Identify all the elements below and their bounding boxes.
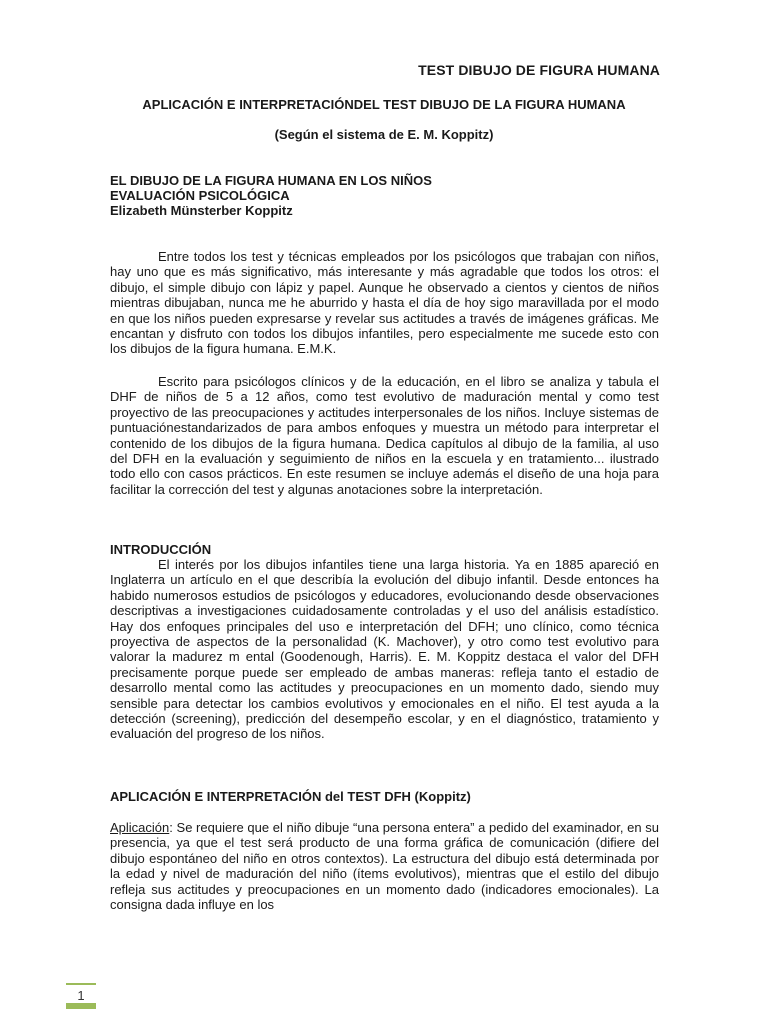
page-title: TEST DIBUJO DE FIGURA HUMANA xyxy=(418,62,660,78)
application-label: Aplicación xyxy=(110,820,170,835)
paragraph-introduction: El interés por los dibujos infantiles tiene una larga historia. Ya en 1885 apareció en Inglaterra un artículo en el que describía la evolución del dibujo infantil. Desde entonces ha habido numerosos estudios de psicólogos y educadores, evolucionando desde observaciones descriptivas a investigaciones cuidadosamente controladas y el uso del análisis estadístico. Hay dos enfoques principales del uso e interpretación del DFH; uno clínico, como técnica proyectiva de aspectos de la personalidad (K. Machover), y otro como test evolutivo para valorar la madurez m ental (Goodenough, Harris). E. M. Koppitz destaca el valor del DFH precisamente porque puede ser empleado de ambas maneras: refleja tanto el estadio de desarrollo mental como las actitudes y preocupaciones en un momento dado, siendo muy sensible para detectar los cambios evolutivos y emocionales en el niño. El test ayuda a la detección (screening), predicción del desempeño escolar, y en el diagnóstico, tratamiento y evaluación del progreso de los niños. xyxy=(110,557,659,742)
book-author: Elizabeth Münsterber Koppitz xyxy=(110,203,293,218)
book-title-line2: EVALUACIÓN PSICOLÓGICA xyxy=(110,188,290,203)
document-subtitle-koppitz: (Según el sistema de E. M. Koppitz) xyxy=(274,127,494,142)
application-text: : Se requiere que el niño dibuje “una persona entera” a pedido del examinador, en su presencia, ya que el test será producto de una forma gráfica de comunicación (difiere del dibujo espontáneo del niño en otros contextos). La estructura del dibujo está determinada por la edad y nivel de maduración del niño (ítems evolutivos), mientras que el estilo del dibujo refleja sus actitudes y preocupaciones en un momento dado (indicadores emocionales). La consigna dada influye en los xyxy=(110,820,659,913)
document-subtitle: APLICACIÓN E INTERPRETACIÓNDEL TEST DIBUJO DE LA FIGURA HUMANA xyxy=(142,97,626,112)
paragraph-quote: Entre todos los test y técnicas empleados por los psicólogos que trabajan con niños, hay uno que es más significativo, más interesante y más agradable que todos los otros: el dibujo, el simple dibujo con lápiz y papel. Aunque he observado a cientos y cientos de niños mientras dibujaban, nunca me he aburrido y hasta el día de hoy sigo maravillada por el modo en que los niños pueden expresarse y revelar sus actitudes a través de imágenes gráficas. Me encantan y disfruto con todos los dibujos infantiles, pero especialmente me sucede esto con los dibujos de la figura humana. E.M.K. xyxy=(110,249,659,357)
section-heading-introduction: INTRODUCCIÓN xyxy=(110,542,212,557)
paragraph-application xyxy=(110,820,659,912)
book-title-line1: EL DIBUJO DE LA FIGURA HUMANA EN LOS NIÑOS xyxy=(110,173,432,188)
paragraph-summary: Escrito para psicólogos clínicos y de la educación, en el libro se analiza y tabula el DHF de niños de 5 a 12 años, como test evolutivo de maduración mental y como test proyectivo de las preocupaciones y actitudes interpersonales de los niños. Incluye sistemas de puntuaciónestandarizados de para ambos enfoques y muestra un método para interpretar el contenido de los dibujos de la figura humana. Dedica capítulos al dibujo de la familia, al uso del DFH en la evaluación y seguimiento de niños en la escuela y en tratamiento... ilustrado todo ello con casos prácticos. En este resumen se incluye además el diseño de una hoja para facilitar la corrección del test y algunas anotaciones sobre la interpretación. xyxy=(110,374,659,497)
page-number: 1 xyxy=(66,983,96,1009)
section-heading-application: APLICACIÓN E INTERPRETACIÓN del TEST DFH (Koppitz) xyxy=(110,789,471,804)
book-reference xyxy=(110,173,658,218)
